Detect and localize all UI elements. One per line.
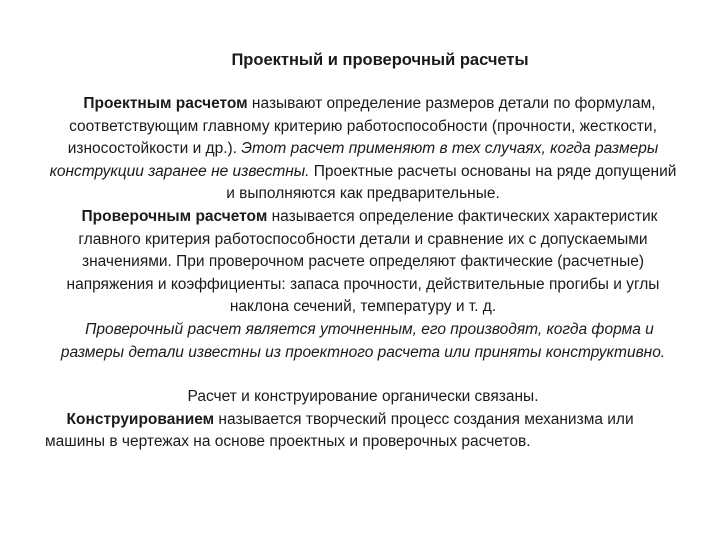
term-check-calculation: Проверочным расчетом [81,207,268,225]
check-calculation-refined: Проверочный расчет является уточненным, его производят, когда форма и размеры детали известны из проектного расчета или приняты конструктивно. [60,320,666,361]
design-calculation-usage: Этот расчет применяют в тех случаях, когда размеры конструкции заранее не известны. [49,140,659,180]
spacer [45,364,681,386]
slide-title: Проектный и проверочный расчеты [231,51,529,69]
paragraph-relation: Расчет и конструирование органически связаны. [187,388,539,406]
term-construction: Конструированием [66,410,215,428]
paragraph-check-refined [45,319,681,364]
slide-body [45,93,681,454]
check-calculation-definition: называется определение фактических характеристик главного критерия работоспособности детали и сравнение их с допускаемыми значениями. При проверочном расчете определяют фактические (расчетные) напряжения и коэффициенты: запаса прочности, действительные прогибы и углы наклона сечений, температуру и т. д. [66,207,660,316]
construction-definition: называется творческий процесс создания механизма или машины в чертежах на основе проектных и проверочных расчетов. [45,410,634,451]
design-calculation-definition: называют определение размеров детали по формулам, соответствующим главному критерию работоспособности (прочности, жесткости, износостойкости и др.). [67,95,657,158]
paragraph-check-calculation [45,206,681,319]
term-design-calculation: Проектным расчетом [83,95,248,112]
design-calculation-note: Проектные расчеты основаны на ряде допущений и выполняются как предварительные. [226,162,677,203]
paragraph-design-calculation [45,93,681,206]
paragraph-construction [45,409,681,454]
